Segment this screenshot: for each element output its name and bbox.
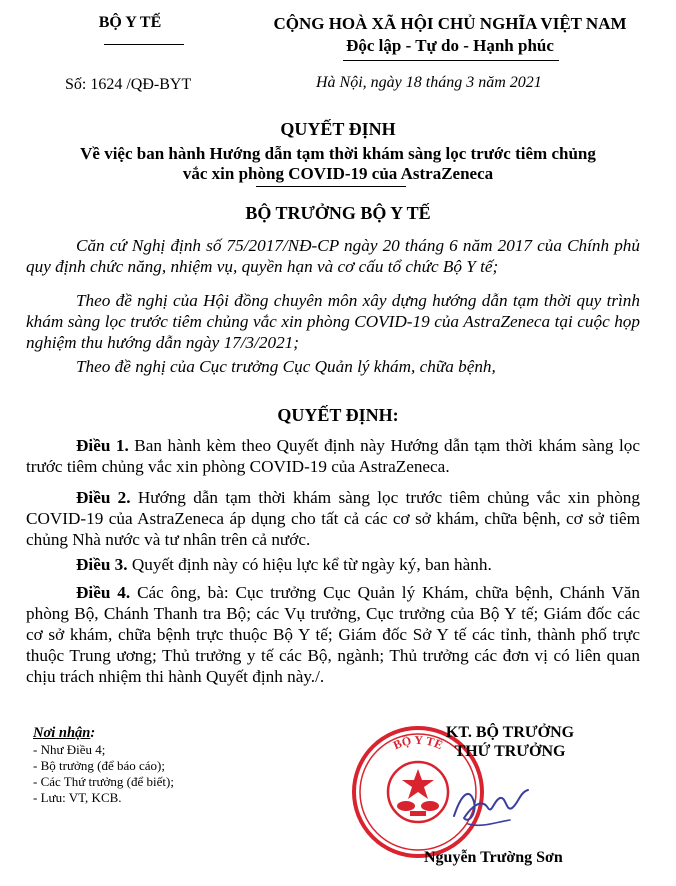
recipients-heading — [33, 724, 293, 742]
article-2 — [26, 487, 640, 550]
document-number: Số: 1624 /QĐ-BYT — [65, 76, 192, 93]
preamble-department: Theo đề nghị của Cục trưởng Cục Quản lý khám, chữa bệnh, — [76, 357, 496, 376]
place-and-date: Hà Nội, ngày 18 tháng 3 năm 2021 — [316, 74, 542, 91]
recipient-item: - Như Điều 4; — [33, 742, 106, 757]
document-title: QUYẾT ĐỊNH — [280, 119, 396, 139]
recipients-block — [33, 724, 293, 806]
issuing-authority: BỘ TRƯỞNG BỘ Y TẾ — [245, 203, 431, 223]
recipients-heading-label: Nơi nhận — [33, 725, 91, 741]
article-3-text: Quyết định này có hiệu lực kể từ ngày ký, ban hành. — [127, 555, 492, 574]
agency-underline — [104, 44, 184, 45]
preamble-council: Theo đề nghị của Hội đồng chuyên môn xây dựng hướng dẫn tạm thời quy trình khám sàng lọc trước tiêm chủng vắc xin phòng COVID-19 của AstraZeneca tại cuộc họp nghiệm thu hướng dẫn ngày 17/3/2021; — [26, 291, 640, 352]
emblem-icon — [397, 769, 439, 816]
recipient-item: - Lưu: VT, KCB. — [33, 790, 122, 805]
article-4-label: Điều 4. — [76, 583, 131, 602]
article-2-label: Điều 2. — [76, 488, 131, 507]
article-4-text: Các ông, bà: Cục trưởng Cục Quản lý Khám, chữa bệnh, Chánh Văn phòng Bộ, Chánh Thanh tra Bộ; các Vụ trưởng, Cục trưởng của Bộ Y tế; Giám đốc các cơ sở khám, chữa bệnh trực thuộc Bộ Y tế; Giám đốc Sở Y tế các tỉnh, thành phố trực thuộc Trung ương; Thủ trưởng y tế các Bộ, ngành; Thủ trưởng các đơn vị có liên quan chịu trách nhiệm thi hành Quyết định này./. — [26, 583, 641, 686]
handwritten-signature — [448, 778, 538, 838]
signer-name: Nguyễn Trường Sơn — [424, 849, 563, 866]
motto-underline — [343, 60, 559, 61]
document-subject-line-1: Về việc ban hành Hướng dẫn tạm thời khám sàng lọc trước tiêm chủng — [80, 144, 596, 163]
article-3-label: Điều 3. — [76, 555, 128, 574]
signature-position: THỨ TRƯỞNG — [454, 743, 566, 760]
signature-stroke — [454, 790, 528, 820]
article-1-text: Ban hành kèm theo Quyết định này Hướng dẫn tạm thời khám sàng lọc trước tiêm chủng vắc xin phòng COVID-19 của AstraZeneca. — [26, 436, 641, 476]
seal-top-text-path: BỘ Y TẾ — [391, 732, 445, 753]
recipient-item: - Bộ trưởng (để báo cáo); — [33, 758, 165, 773]
article-3 — [26, 554, 640, 575]
preamble-decree: Căn cứ Nghị định số 75/2017/NĐ-CP ngày 20 tháng 6 năm 2017 của Chính phủ quy định chức năng, nhiệm vụ, quyền hạn và cơ cấu tổ chức Bộ Y tế; — [26, 236, 640, 276]
recipients-heading-colon: : — [90, 725, 96, 741]
article-4 — [26, 582, 640, 687]
signature-on-behalf: KT. BỘ TRƯỞNG — [445, 724, 575, 741]
national-motto: Độc lập - Tự do - Hạnh phúc — [346, 36, 554, 55]
article-1 — [26, 435, 640, 477]
nation-name: CỘNG HOÀ XÃ HỘI CHỦ NGHĨA VIỆT NAM — [273, 14, 627, 33]
agency-name: BỘ Y TẾ — [98, 14, 162, 31]
signature-flourish — [468, 820, 510, 825]
recipient-item: - Các Thứ trưởng (để biết); — [33, 774, 174, 789]
article-1-label: Điều 1. — [76, 436, 129, 455]
decision-heading: QUYẾT ĐỊNH: — [277, 405, 399, 425]
document-subject-line-2: vắc xin phòng COVID-19 của AstraZeneca — [182, 164, 494, 183]
subject-underline — [256, 186, 406, 187]
article-2-text: Hướng dẫn tạm thời khám sàng lọc trước tiêm chủng vắc xin phòng COVID-19 của AstraZeneca áp dụng cho tất cả các cơ sở khám, chữa bệnh, cơ sở tiêm chủng Nhà nước và tư nhân trên cả nước. — [26, 488, 640, 549]
